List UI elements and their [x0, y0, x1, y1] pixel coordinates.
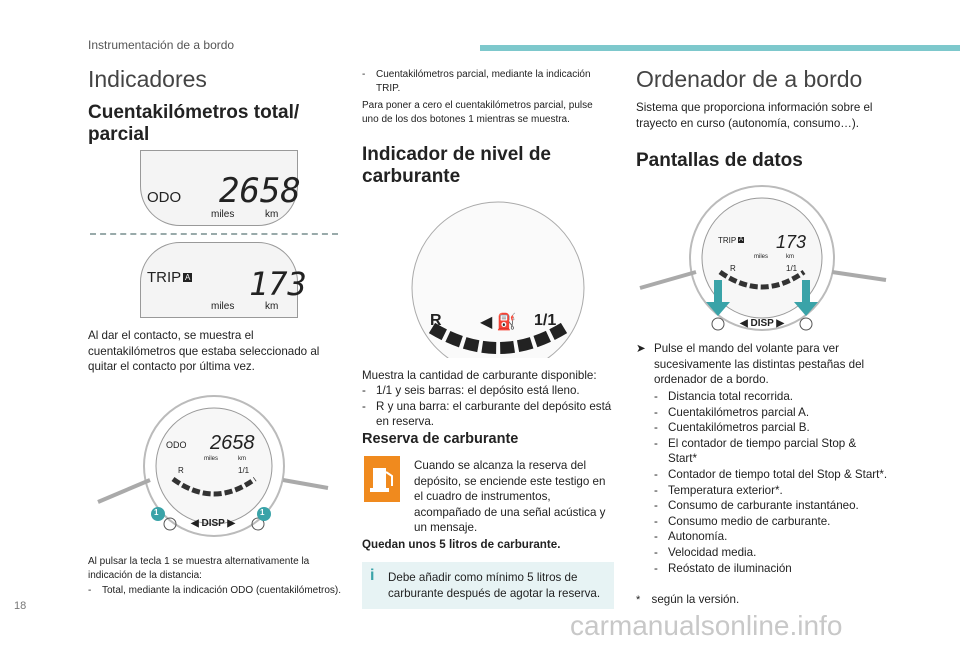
- instrument-cluster-image: [88, 384, 338, 548]
- list-item: - Cuentakilómetros parcial A.: [654, 405, 888, 421]
- list-item: - Contador de tiempo total del Stop & Start*.: [654, 467, 888, 483]
- fuel-paragraph: Muestra la cantidad de carburante disponible:: [362, 369, 597, 382]
- screens-heading: Pantallas de datos: [636, 150, 803, 171]
- watermark: carmanualsonline.info: [570, 610, 843, 641]
- cluster-units-miles: miles: [754, 254, 769, 260]
- separator-dashed-line: [90, 233, 338, 235]
- reserve-bold-note: Quedan unos 5 litros de carburante.: [362, 538, 561, 551]
- info-icon: i: [370, 567, 375, 584]
- header-accent-bar: [480, 45, 960, 51]
- page-number: 18: [14, 600, 27, 612]
- instruction-text: Pulse el mando del volante para ver sucesivamente las distintas pestañas del ordenador de a bordo.: [654, 342, 865, 387]
- trip-label: TRIP: [147, 269, 182, 286]
- cluster-trip-label: TRIP: [718, 236, 737, 245]
- cluster-full-label: 1/1: [238, 466, 250, 475]
- units-km: km: [265, 301, 279, 312]
- reserve-heading: Reserva de carburante: [362, 431, 519, 447]
- footnote: [636, 592, 739, 609]
- fuel-list: [362, 383, 612, 430]
- list-item: - Temperatura exterior*.: [654, 483, 888, 499]
- list-item: - Consumo medio de carburante.: [654, 514, 888, 530]
- odometer-paragraph: Al dar el contacto, se muestra el cuentakilómetros que estaba seleccionado al quitar el contacto por última vez.: [88, 329, 320, 374]
- fuel-gauge-image: [410, 198, 586, 358]
- footnote-star: *: [636, 594, 641, 606]
- computer-instruction: [636, 341, 888, 388]
- trip-display: [140, 242, 307, 318]
- cluster-trip-value: 173: [776, 232, 807, 252]
- cluster-caption: Al pulsar la tecla 1 se muestra alternativamente la indicación de la distancia:: [88, 556, 310, 581]
- trip-badge: A: [185, 273, 191, 282]
- list-item: - Cuentakilómetros parcial B.: [654, 420, 888, 436]
- gauge-r-label: R: [430, 312, 442, 329]
- cluster-units-km: km: [786, 254, 794, 260]
- list-item: - Cuentakilómetros parcial, mediante la indicación TRIP.: [362, 68, 592, 96]
- units-km: km: [265, 209, 279, 220]
- odo-display: [140, 150, 301, 226]
- cluster-odo-label: ODO: [166, 440, 187, 450]
- button-callout-1: 1: [154, 508, 159, 517]
- list-item: - Consumo de carburante instantáneo.: [654, 498, 888, 514]
- cluster-units-km: km: [238, 456, 246, 462]
- list-item: - 1/1 y seis barras: el depósito está lleno.: [362, 383, 612, 399]
- odometer-heading: Cuentakilómetros total/ parcial: [88, 102, 300, 145]
- list-item: - R y una barra: el carburante del depósito está en reserva.: [362, 399, 612, 430]
- units-miles: miles: [211, 209, 235, 220]
- cluster-units-miles: miles: [204, 456, 219, 462]
- caption-list: [88, 584, 346, 598]
- arrow-bullet-icon: ➤: [636, 342, 646, 355]
- onboard-computer-title: Ordenador de a bordo: [636, 66, 863, 92]
- list-item: - Total, mediante la indicación ODO (cuentakilómetros).: [88, 584, 346, 598]
- list-item: - Distancia total recorrida.: [654, 389, 888, 405]
- info-text: Debe añadir como mínimo 5 litros de carburante después de agotar la reserva.: [388, 571, 601, 600]
- units-miles: miles: [211, 301, 235, 312]
- list-item: - Velocidad media.: [654, 545, 888, 561]
- fuel-pump-icon: [364, 456, 400, 502]
- trip-value: 173: [249, 265, 307, 303]
- list-item: - Autonomía.: [654, 529, 888, 545]
- computer-intro: Sistema que proporciona información sobre el trayecto en curso (autonomía, consumo…).: [636, 101, 873, 130]
- page-title: Indicadores: [88, 66, 207, 92]
- reset-paragraph: Para poner a cero el cuentakilómetros parcial, pulse uno de los dos botones 1 mientras se muestra.: [362, 100, 593, 125]
- screens-list: [654, 389, 888, 576]
- cluster-r-label: R: [178, 466, 184, 475]
- odo-label: ODO: [147, 189, 182, 206]
- fuel-gauge-illustration: [410, 198, 586, 358]
- odo-value: 2658: [219, 171, 301, 211]
- reserve-paragraph: Cuando se alcanza la reserva del depósito, se enciende este testigo en el cuadro de instrumentos, acompañado de una señal acústica y un mensaje.: [414, 459, 606, 535]
- gauge-full-label: 1/1: [534, 312, 557, 329]
- info-box: [362, 562, 614, 609]
- list-item: - El contador de tiempo parcial Stop & Start*: [654, 436, 888, 467]
- section-title: Instrumentación de a bordo: [88, 38, 235, 52]
- button-callout-1: 1: [260, 508, 265, 517]
- list-item: - Reóstato de iluminación: [654, 561, 888, 577]
- trip-list: [362, 68, 592, 96]
- fuel-pump-icon: ◀ ⛽: [480, 314, 517, 331]
- computer-cluster-image: [636, 180, 890, 336]
- footnote-text: según la versión.: [651, 593, 740, 606]
- cluster-full-label: 1/1: [786, 264, 798, 273]
- disp-label: DISP: [750, 318, 774, 329]
- cluster-odo-value: 2658: [210, 432, 255, 454]
- reserve-warning-icon: [364, 456, 400, 502]
- disp-button[interactable]: ◀ DISP ▶: [740, 318, 785, 329]
- disp-button[interactable]: ◀ DISP ▶: [191, 518, 236, 529]
- cluster-r-label: R: [730, 264, 736, 273]
- cluster-trip-badge: A: [739, 237, 744, 243]
- disp-label: DISP: [201, 518, 225, 529]
- fuel-heading: Indicador de nivel de carburante: [362, 144, 551, 187]
